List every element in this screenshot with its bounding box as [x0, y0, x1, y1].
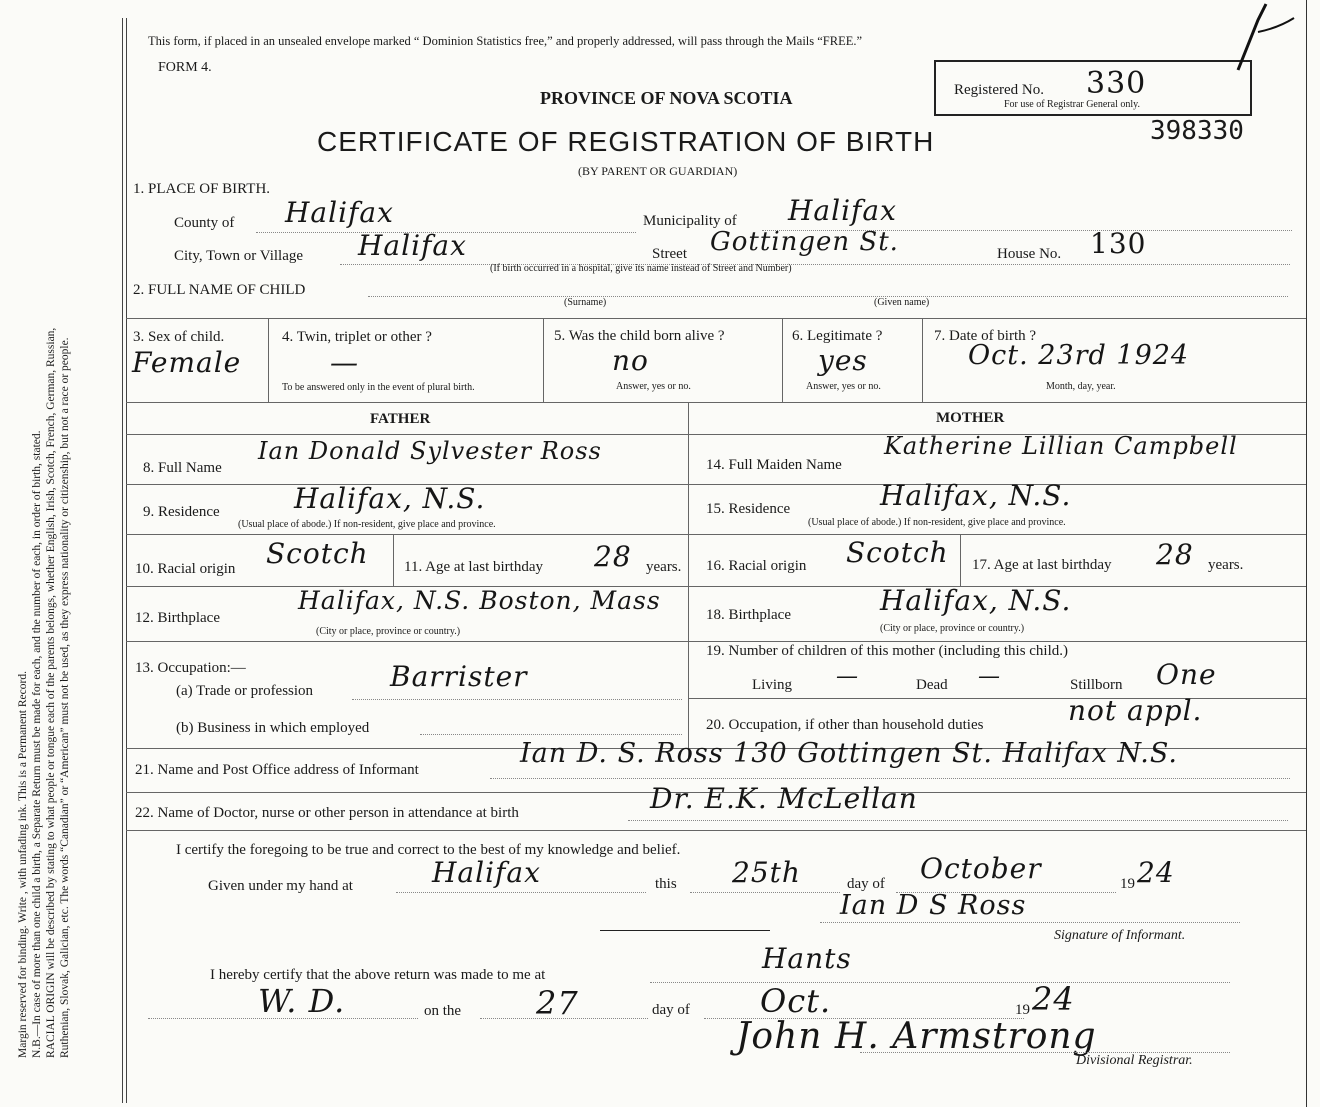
alive-value: no: [612, 344, 649, 377]
twin-note: To be answered only in the event of plural birth.: [282, 382, 475, 393]
father-race-value: Scotch: [266, 537, 369, 570]
mother-birthplace-value: Halifax, N.S.: [880, 584, 1072, 617]
document-subtitle: (BY PARENT OR GUARDIAN): [578, 164, 738, 178]
place-of-birth-label: 1. PLACE OF BIRTH.: [133, 181, 271, 197]
registered-label: Registered No.: [954, 82, 1044, 98]
mother-birthplace-note: (City or place, province or country.): [880, 623, 1025, 634]
alive-label: 5. Was the child born alive ?: [554, 328, 725, 344]
registrar-place-2: W. D.: [258, 982, 346, 1020]
hospital-note: (If birth occurred in a hospital, give its name instead of Street and Number): [490, 263, 792, 274]
dead-label: Dead: [916, 677, 948, 693]
city-value: Halifax: [358, 229, 467, 262]
trade-label: (a) Trade or profession: [176, 683, 314, 699]
father-residence-label: 9. Residence: [143, 504, 220, 520]
margin-note-line: Ruthenian, Slovak, Galician, etc. The words “Canadian” or “American” must not be used, as they express nationality or citizenship, but not a race or people.: [59, 337, 71, 1058]
father-birthplace-note: (City or place, province or country.): [316, 626, 461, 637]
date-of-birth-label: 7. Date of birth ?: [934, 328, 1037, 344]
document-title: CERTIFICATE OF REGISTRATION OF BIRTH: [317, 126, 935, 157]
informant-label: 21. Name and Post Office address of Informant: [135, 762, 419, 778]
certification-month: October: [920, 852, 1042, 885]
mail-notice: This form, if placed in an unsealed envelope marked “ Dominion Statistics free,” and properly addressed, will pass through the Mails “FREE.”: [148, 34, 863, 48]
father-occupation-label: 13. Occupation:—: [135, 660, 246, 676]
right-border-line: [1306, 0, 1307, 1107]
registrar-caption: Divisional Registrar.: [1076, 1053, 1193, 1068]
certification-place: Halifax: [432, 856, 541, 889]
margin-note-line: N.B.—In case of more than one child a birth, a Separate Return must be made for each, and the number of each, in order of birth, stated.: [31, 430, 43, 1058]
margin-notes: [16, 58, 72, 1058]
legitimate-note: Answer, yes or no.: [806, 381, 881, 392]
margin-note-line: RACIAL ORIGIN will be described by stating to what people or tongue each of the parents belongs, whether English, Irish, Scotch, French, German, Russian,: [45, 327, 57, 1058]
mother-race-label: 16. Racial origin: [706, 558, 807, 574]
mother-birthplace-label: 18. Birthplace: [706, 607, 791, 623]
registrar-day: 27: [536, 984, 579, 1022]
mother-race-value: Scotch: [846, 536, 949, 569]
registration-box: [934, 60, 1252, 116]
legitimate-label: 6. Legitimate ?: [792, 328, 883, 344]
children-count-label: 19. Number of children of this mother (including this child.): [706, 643, 1069, 659]
child-name-label: 2. FULL NAME OF CHILD: [133, 282, 306, 298]
trade-value: Barrister: [390, 660, 528, 693]
registrar-year: 24: [1032, 980, 1075, 1018]
doctor-value: Dr. E.K. McLellan: [650, 782, 918, 815]
signature-caption: Signature of Informant.: [1054, 928, 1186, 943]
father-age-value: 28: [594, 540, 632, 573]
mother-residence-value: Halifax, N.S.: [880, 479, 1072, 512]
on-the-label: on the: [424, 1003, 462, 1019]
mother-residence-note: (Usual place of abode.) If non-resident, give place and province.: [808, 517, 1066, 528]
registrar-signature: John H. Armstrong: [736, 1016, 1097, 1057]
form-number: FORM 4.: [158, 60, 212, 75]
city-label: City, Town or Village: [174, 248, 304, 264]
father-birthplace-value: Halifax, N.S. Boston, Mass: [298, 586, 661, 615]
registrar-month: Oct.: [760, 982, 832, 1020]
father-age-label: 11. Age at last birthday: [404, 559, 543, 575]
date-of-birth-note: Month, day, year.: [1046, 381, 1116, 392]
left-border-line: [126, 18, 127, 1103]
mother-occupation-label: 20. Occupation, if other than household duties: [706, 717, 984, 733]
twin-value: —: [330, 346, 359, 379]
given-name-caption: (Given name): [874, 297, 930, 308]
father-heading: FATHER: [370, 411, 431, 427]
municipality-label: Municipality of: [643, 213, 737, 229]
doctor-label: 22. Name of Doctor, nurse or other person in attendance at birth: [135, 805, 519, 821]
informant-value: Ian D. S. Ross 130 Gottingen St. Halifax N.S.: [520, 738, 1178, 769]
mother-age-years: years.: [1208, 557, 1244, 573]
twin-label: 4. Twin, triplet or other ?: [282, 329, 432, 345]
left-border-line: [122, 18, 123, 1103]
province-heading: PROVINCE OF NOVA SCOTIA: [540, 88, 793, 108]
alive-note: Answer, yes or no.: [616, 381, 691, 392]
registered-number: 330: [1086, 66, 1147, 101]
certification-day: 25th: [732, 856, 801, 889]
father-race-label: 10. Racial origin: [135, 561, 236, 577]
business-label: (b) Business in which employed: [176, 720, 370, 736]
year-prefix: 19: [1120, 876, 1135, 892]
date-of-birth-value: Oct. 23rd 1924: [968, 340, 1190, 371]
house-number-label: House No.: [997, 246, 1062, 262]
stillborn-value: One: [1156, 658, 1217, 691]
registrar-place: Hants: [762, 942, 852, 975]
father-residence-value: Halifax, N.S.: [294, 482, 486, 515]
certification-statement: I certify the foregoing to be true and correct to the best of my knowledge and belief.: [176, 842, 681, 858]
margin-note-line: Margin reserved for binding. Write , with unfading ink. This is a Permanent Record.: [17, 671, 29, 1058]
mother-name-value: Katherine Lillian Campbell: [884, 432, 1238, 460]
street-value: Gottingen St.: [710, 227, 899, 257]
surname-caption: (Surname): [564, 297, 607, 308]
stillborn-label: Stillborn: [1070, 677, 1123, 693]
father-name-label: 8. Full Name: [143, 460, 222, 476]
county-value: Halifax: [285, 196, 394, 229]
father-age-years: years.: [646, 559, 682, 575]
municipality-value: Halifax: [788, 194, 897, 227]
registrar-note: For use of Registrar General only.: [1004, 99, 1140, 110]
county-label: County of: [174, 215, 235, 231]
registrar-year-prefix: 19: [1015, 1002, 1030, 1018]
mother-occupation-value: not appl.: [1068, 694, 1203, 727]
legitimate-value: yes: [818, 344, 868, 377]
mother-name-label: 14. Full Maiden Name: [706, 457, 842, 473]
this-label: this: [655, 876, 677, 892]
sex-value: Female: [132, 346, 242, 379]
sex-label: 3. Sex of child.: [133, 329, 225, 345]
mother-heading: MOTHER: [936, 410, 1005, 426]
father-birthplace-label: 12. Birthplace: [135, 610, 220, 626]
living-label: Living: [752, 677, 792, 693]
dead-value: —: [978, 664, 1001, 689]
house-number-value: 130: [1090, 227, 1147, 260]
living-value: —: [836, 664, 859, 689]
mother-age-value: 28: [1156, 538, 1194, 571]
mother-residence-label: 15. Residence: [706, 501, 791, 517]
registrar-statement: I hereby certify that the above return was made to me at: [210, 967, 546, 983]
mother-age-label: 17. Age at last birthday: [972, 557, 1112, 573]
street-label: Street: [652, 246, 687, 262]
registrar-day-of-label: day of: [652, 1002, 690, 1018]
given-under-label: Given under my hand at: [208, 878, 353, 894]
father-name-value: Ian Donald Sylvester Ross: [258, 437, 602, 465]
informant-signature: Ian D S Ross: [840, 890, 1027, 921]
stamp-number: 398330: [1150, 116, 1244, 146]
certification-year: 24: [1137, 856, 1175, 889]
check-mark-icon: [1228, 0, 1298, 80]
day-of-label: day of: [847, 876, 885, 892]
father-residence-note: (Usual place of abode.) If non-resident, give place and province.: [238, 519, 496, 530]
